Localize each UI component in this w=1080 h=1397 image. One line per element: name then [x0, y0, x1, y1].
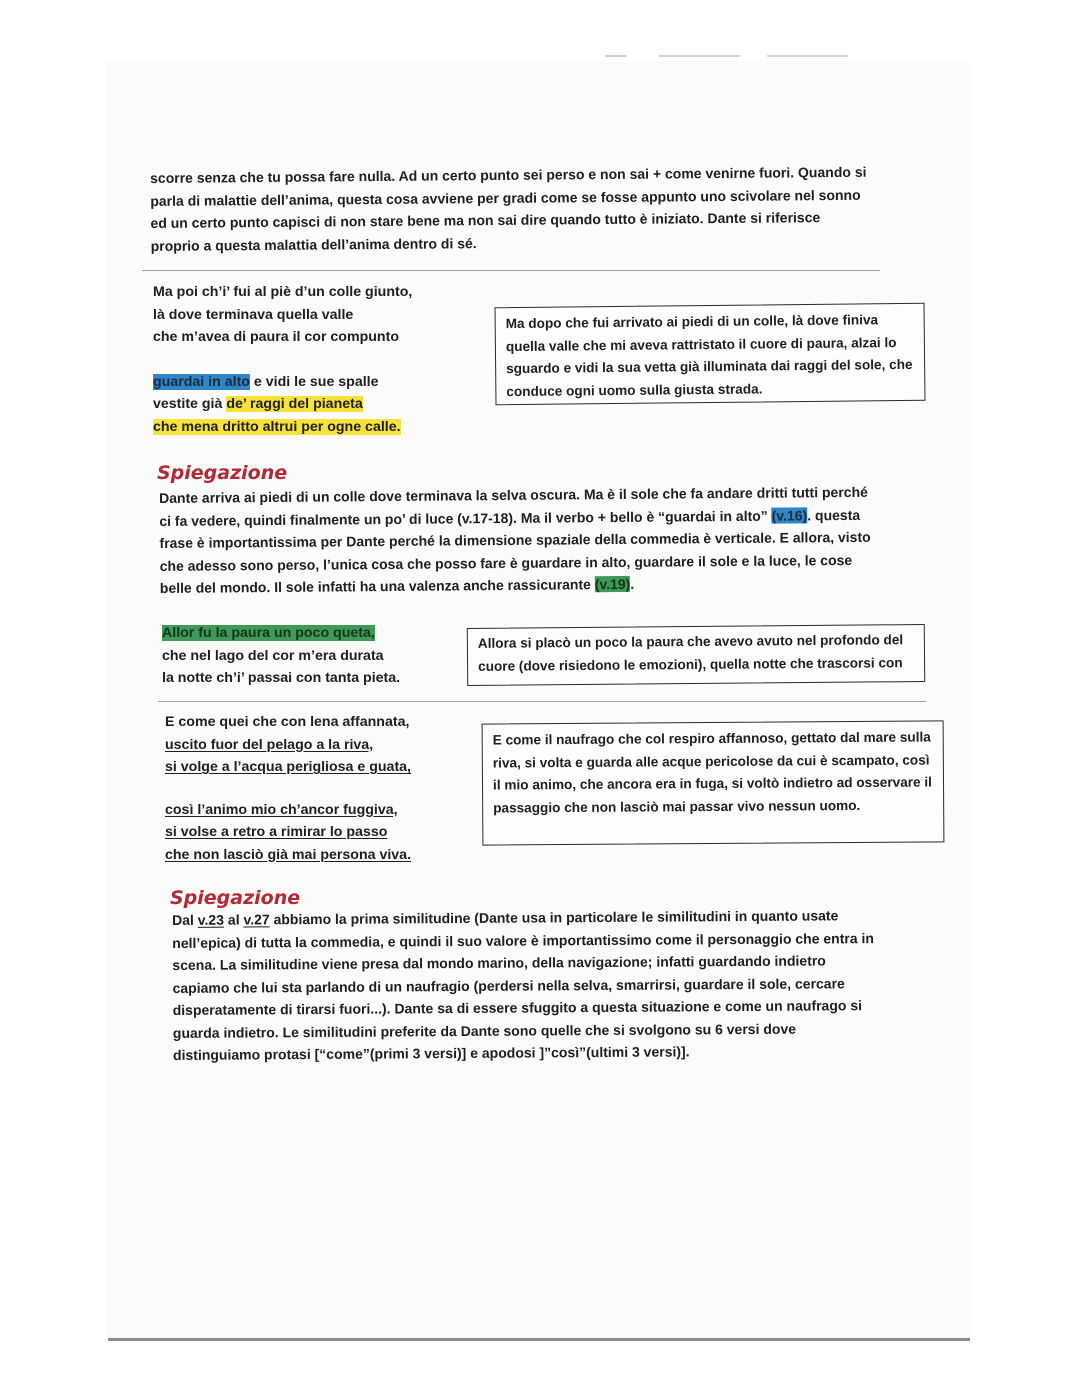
verse-line — [153, 416, 412, 439]
highlight-green: Allor fu la paura un poco queta, — [162, 625, 375, 641]
verse-ref-highlight: (v.16) — [771, 506, 808, 524]
verse-line: E come quei che con lena affannata, — [165, 714, 410, 730]
highlight-yellow: de’ raggi del pianeta — [226, 396, 363, 412]
verse-line: guardai in alto e vidi le sue spalle — [153, 373, 379, 390]
paraphrase-box-1: Ma dopo che fui arrivato ai piedi di un colle, là dove finiva quella valle che mi aveva rattristato il cuore di paura, alzai lo sguardo e vidi la sua vetta già illuminata dai raggi del sole, che conduce ogni uomo sulla giusta strada. — [494, 303, 925, 405]
verses-block-2 — [162, 622, 400, 690]
paraphrase-box-3: E come il naufrago che col respiro affannoso, gettato dal mare sulla riva, si volta e guarda alle acque pericolose da cui è scampato, così il mio animo, che ancora era in fuga, si voltò indietro ad osservare il passaggio che non lasciò mai passar vivo nessun uomo. — [482, 720, 945, 845]
paraphrase-box-2: Allora si placò un poco la paura che avevo avuto nel profondo del cuore (dove risiedono le emozioni), quella notte che trascorsi con — [467, 624, 925, 686]
verses-block-3 — [165, 711, 411, 866]
verse-line — [162, 622, 400, 645]
verses-block-1 — [153, 281, 412, 438]
verse-line: che m’avea di paura il cor compunto — [153, 329, 399, 345]
divider-2 — [158, 701, 926, 702]
verse-line: uscito fuor del pelago a la riva, — [165, 736, 374, 753]
verse-line: la notte ch’i’ passai con tanta pieta. — [162, 670, 401, 686]
divider-1 — [142, 270, 880, 271]
verse-ref-highlight: (v.19) — [594, 575, 631, 593]
spiegazione-paragraph-2: Dal v.23 al v.27 abbiamo la prima similitudine (Dante usa in particolare le similitudini in quanto usate nell’epica) di tutta la commedia, e quindi il suo valore è importantissimo come il personaggio che entra in scena. La similitudine viene presa dal mondo marino, della navigazione; infatti guardando indietro capiamo che lui sta parlando di un naufragio (perdersi nella selva, smarrirsi, guardare il sole, cercare disperatamente di tirarsi fuori...). Dante sa di essere sfuggito a questa situazione e come un naufrago si guarda indietro. Le similitudini preferite da Dante sono quelle che si svolgono su 6 versi dove distinguiamo protasi [“come”(primi 3 versi)] e apodosi ]”così”(ultimi 3 versi)]. — [172, 907, 874, 1063]
highlight-blue: guardai in alto — [153, 373, 250, 390]
verse-line: Ma poi ch’i’ fui al piè d’un colle giunto, — [153, 284, 413, 300]
verse-line: così l’animo mio ch’ancor fuggiva, — [165, 801, 398, 818]
spiegazione-paragraph-1: Dante arriva ai piedi di un colle dove terminava la selva oscura. Ma è il sole che fa andare dritti tutti perché ci fa vedere, quindi finalmente un po’ di luce (v.17-18). Ma il verbo + bello è “guardai in alto” (v.16). questa frase è importantissima per Dante perché la dimensione spaziale della commedia è verticale. E allora, visto che adesso sono perso, l’unica cosa che posso fare è guardare in alto, guardare il sole e la luce, le cose belle del mondo. Il sole infatti ha una valenza anche rassicurante (v.19). — [159, 483, 871, 596]
verse-line: là dove terminava quella valle — [153, 306, 354, 323]
verse-line: si volse a retro a rimirar lo passo — [165, 824, 388, 840]
highlight-yellow: che mena dritto altrui per ogne calle. — [153, 418, 401, 435]
heading-spiegazione-2: Spiegazione — [170, 887, 301, 909]
verse-line: si volge a l’acqua perigliosa e guata, — [165, 759, 412, 775]
verse-line: vestite già de’ raggi del pianeta — [153, 396, 363, 412]
page-bottom-edge — [108, 1338, 970, 1341]
intro-paragraph: scorre senza che tu possa fare nulla. Ad un certo punto sei perso e non sai + come venirne fuori. Quando si parla di malattie dell’anima, questa cosa avviene per gradi come se fosse appunto uno scivolare nel sonno ed un certo punto capisci di non stare bene ma non sai dire quando tutto è iniziato. Dante si riferisce proprio a questa malattia dell’anima dentro di sé. — [150, 163, 867, 254]
heading-spiegazione-1: Spiegazione — [157, 462, 288, 484]
page-top-marks — [578, 55, 848, 57]
verse-line: che non lasciò già mai persona viva. — [165, 846, 412, 863]
verse-line: che nel lago del cor m’era durata — [162, 647, 384, 664]
